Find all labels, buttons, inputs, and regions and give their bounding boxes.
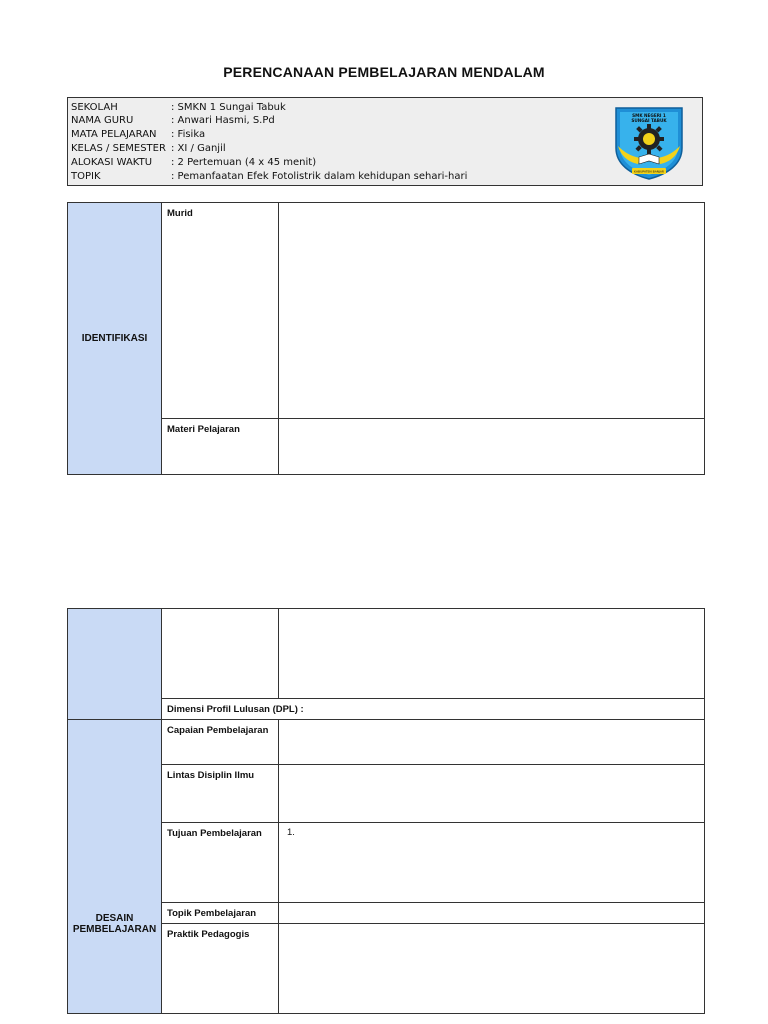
info-key: ALOKASI WAKTU [71, 157, 153, 168]
info-row-alokasi-waktu [71, 157, 316, 169]
label-dpl: Dimensi Profil Lulusan (DPL) : [162, 699, 705, 720]
value-murid[interactable] [279, 203, 705, 419]
value-lintas-disiplin-ilmu[interactable] [279, 765, 705, 823]
svg-text:SMK NEGERI 1: SMK NEGERI 1 [632, 113, 666, 118]
info-value: : Fisika [171, 129, 206, 140]
info-key: SEKOLAH [71, 102, 118, 113]
value-blank[interactable] [279, 609, 705, 699]
svg-text:SUNGAI TABUK: SUNGAI TABUK [631, 118, 667, 123]
info-row-kelas-semester [71, 143, 226, 155]
info-row-mata-pelajaran [71, 129, 205, 141]
info-value: : SMKN 1 Sungai Tabuk [171, 102, 286, 113]
desain-table [67, 608, 705, 1014]
value-tujuan-pembelajaran[interactable]: 1. [279, 823, 705, 903]
document-title: PERENCANAAN PEMBELAJARAN MENDALAM [223, 64, 545, 80]
svg-text:KABUPATEN BANJAR: KABUPATEN BANJAR [634, 169, 664, 174]
label-praktik-pedagogis: Praktik Pedagogis [162, 924, 279, 1014]
info-value: : Pemanfaatan Efek Fotolistrik dalam kehidupan sehari-hari [171, 171, 468, 182]
info-key: TOPIK [71, 171, 101, 182]
label-blank [162, 609, 279, 699]
info-value: : Anwari Hasmi, S.Pd [171, 115, 275, 126]
section-identifikasi: IDENTIFIKASI [68, 203, 162, 475]
section-blank [68, 609, 162, 720]
info-value: : 2 Pertemuan (4 x 45 menit) [171, 157, 317, 168]
info-value: : XI / Ganjil [171, 143, 226, 154]
section-desain-pembelajaran: DESAIN PEMBELAJARAN [68, 720, 162, 1014]
value-materi-pelajaran[interactable] [279, 419, 705, 475]
value-topik-pembelajaran[interactable] [279, 903, 705, 924]
info-box [67, 97, 703, 186]
value-capaian-pembelajaran[interactable] [279, 720, 705, 765]
info-key: NAMA GURU [71, 115, 134, 126]
info-key: MATA PELAJARAN [71, 129, 157, 140]
info-row-topik [71, 171, 467, 183]
label-tujuan-pembelajaran: Tujuan Pembelajaran [162, 823, 279, 903]
value-praktik-pedagogis[interactable] [279, 924, 705, 1014]
info-key: KELAS / SEMESTER [71, 143, 166, 154]
info-row-sekolah [71, 102, 286, 114]
label-lintas-disiplin-ilmu: Lintas Disiplin Ilmu [162, 765, 279, 823]
info-row-nama-guru [71, 115, 275, 127]
school-logo [612, 104, 686, 180]
label-capaian-pembelajaran: Capaian Pembelajaran [162, 720, 279, 765]
label-murid: Murid [162, 203, 279, 419]
identifikasi-table [67, 202, 705, 475]
label-topik-pembelajaran: Topik Pembelajaran [162, 903, 279, 924]
label-materi-pelajaran: Materi Pelajaran [162, 419, 279, 475]
